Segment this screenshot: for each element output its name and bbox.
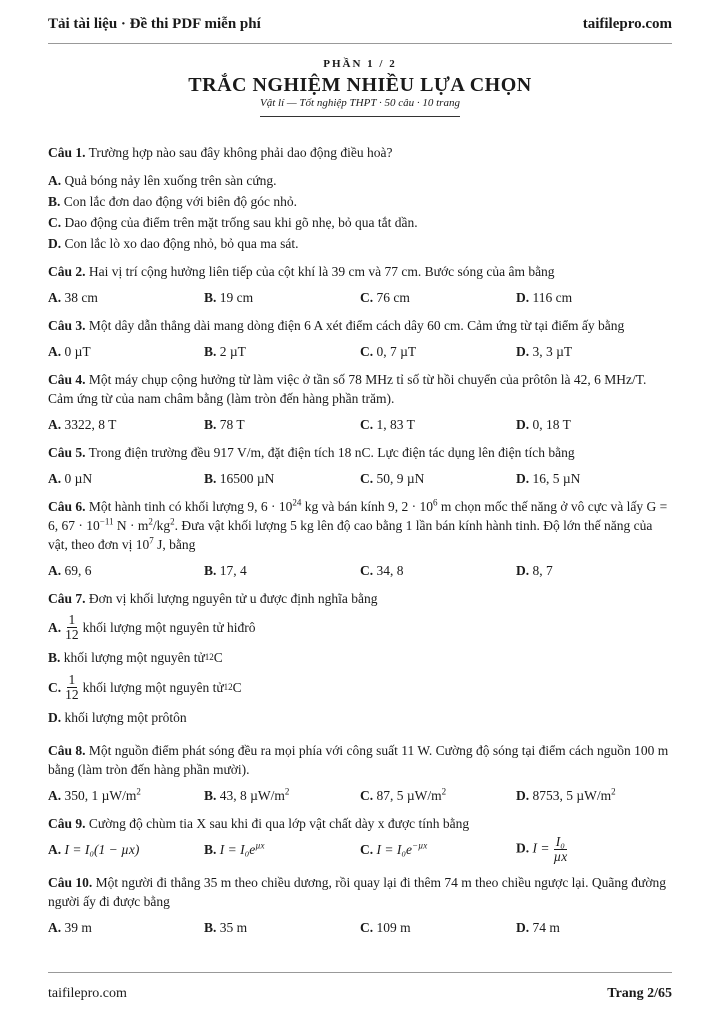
question-number: Câu 9.: [48, 816, 86, 831]
option-c[interactable]: C. Dao động của điểm trên mặt trống sau khi gõ nhẹ, bỏ qua tắt dần.: [48, 215, 418, 230]
option-a[interactable]: A. 69, 6: [48, 563, 92, 578]
question-4: [48, 370, 672, 434]
question-text: Một hành tinh có khối lượng 9, $6 \cdot 10^{24}$ kg và bán kính 9, $2 \cdot 10^6$ m chọn mốc thế năng ở vô cực và lấy G = 6, $67 \cdot 10^{-11}$ $N \cdot m^2/kg^2$. Đưa vật khối lượng 5 kg lên độ cao bằng 1 lần bán kính hành tinh. Độ lớn thế năng của vật, theo đơn vị $10^7$ J, bằng: [48, 497, 668, 552]
question-number: Câu 7.: [48, 591, 86, 606]
question-text: Một máy chụp cộng hưởng từ làm việc ở tần số 78 MHz tỉ số từ hồi chuyển của prôtôn là 42, 6 MHz/T. Cảm ứng từ của nam châm bằng (làm tròn đến hàng phần trăm).: [48, 372, 647, 406]
option-b[interactable]: B. 17, 4: [204, 563, 247, 578]
option-b[interactable]: B. khối lượng một nguyên tử 12 C: [48, 649, 223, 665]
question-number: Câu 2.: [48, 264, 86, 279]
question-text: Trong điện trường đều 917 V/m, đặt điện tích 18 nC. Lực điện tác dụng lên điện tích bằng: [88, 445, 575, 460]
page-header: [48, 12, 672, 36]
footer-site[interactable]: taifilepro.com: [48, 986, 127, 1001]
question-1: [48, 143, 672, 253]
option-a[interactable]: A. I = I₀(1 − µx): [48, 842, 140, 857]
option-d[interactable]: D. Con lắc lò xo dao động nhỏ, bỏ qua ma sát.: [48, 236, 299, 251]
option-b[interactable]: B. 78 T: [204, 417, 245, 432]
option-d[interactable]: D. 8, 7: [516, 563, 553, 578]
option-d[interactable]: D. 74 m: [516, 920, 560, 935]
option-a[interactable]: A. 39 m: [48, 920, 92, 935]
question-number: Câu 1.: [48, 145, 86, 160]
option-b[interactable]: B. $I = I_0e^{\mu x}$: [204, 840, 265, 857]
question-text: Đơn vị khối lượng nguyên tử u được định nghĩa bằng: [88, 591, 378, 606]
option-d[interactable]: D. I = $\frac{\text{I₀}}{\text{µx}}$: [516, 834, 568, 864]
option-b[interactable]: B. 19 cm: [204, 290, 254, 305]
header-site[interactable]: taifilepro.com: [582, 15, 672, 32]
option-a[interactable]: A. Quả bóng nảy lên xuống trên sàn cứng.: [48, 173, 277, 188]
option-c[interactable]: C. 87, 5 $\mu W/m^2$: [360, 786, 447, 803]
option-b[interactable]: B. Con lắc đơn dao động với biên độ góc nhỏ.: [48, 194, 298, 209]
header-title: Tải tài liệu · Đề thi PDF miễn phí: [48, 15, 261, 32]
option-b[interactable]: B. 43, 8 $\mu W/m^2$: [204, 786, 290, 803]
question-text: Trường hợp nào sau đây không phải dao động điều hoà?: [88, 145, 393, 160]
option-d[interactable]: D. 0, 18 T: [516, 417, 571, 432]
part-label: PHẦN 1 / 2: [323, 58, 397, 70]
fraction-one-twelfth: $\frac{1}{12}$: [65, 611, 79, 642]
question-2: [48, 262, 672, 307]
option-c[interactable]: C. $\frac{1}{12}$ khối lượng một nguyên tử 12 C: [48, 671, 242, 702]
option-b[interactable]: B. 35 m: [204, 920, 248, 935]
option-d[interactable]: D. 16, 5 µN: [516, 471, 581, 486]
question-8: [48, 741, 672, 805]
option-a[interactable]: A. 38 cm: [48, 290, 98, 305]
option-c[interactable]: C. 34, 8: [360, 563, 404, 578]
option-a[interactable]: A. $\frac{1}{12}$ khối lượng một nguyên tử hiđrô: [48, 611, 256, 642]
question-5: [48, 443, 672, 488]
question-6: [48, 497, 672, 580]
question-number: Câu 4.: [48, 372, 86, 387]
question-list: [48, 143, 672, 937]
footer-divider: [48, 972, 672, 973]
question-3: [48, 316, 672, 361]
question-number: Câu 5.: [48, 445, 86, 460]
question-text: Cường độ chùm tia X sau khi đi qua lớp vật chất dày x được tính bằng: [88, 816, 470, 831]
question-text: Một dây dẫn thẳng dài mang dòng điện 6 A xét điểm cách dây 60 cm. Cảm ứng từ tại điểm ấy bằng: [88, 318, 625, 333]
question-text: Một người đi thẳng 35 m theo chiều dương, rồi quay lại đi thêm 74 m theo chiều ngược lại. Quãng đường người ấy đi được bằng: [48, 875, 666, 909]
header-divider: [48, 43, 672, 44]
option-d[interactable]: D. 3, 3 µT: [516, 344, 573, 359]
option-b[interactable]: B. 2 µT: [204, 344, 246, 359]
question-7: [48, 589, 672, 732]
option-c[interactable]: C. $I = I_0e^{-\mu x}$: [360, 840, 428, 857]
option-d[interactable]: D. 116 cm: [516, 290, 573, 305]
option-c[interactable]: C. 50, 9 µN: [360, 471, 425, 486]
page-number: Trang 2/65: [607, 986, 672, 1001]
question-number: Câu 10.: [48, 875, 93, 890]
question-text: Một nguồn điểm phát sóng đều ra mọi phía với công suất 11 W. Cường độ sóng tại điểm cách nguồn 100 m bằng (làm tròn đến hàng phần mười).: [48, 743, 669, 777]
question-10: [48, 873, 672, 937]
option-a[interactable]: A. 3322, 8 T: [48, 417, 117, 432]
question-text: Hai vị trí cộng hưởng liên tiếp của cột khí là 39 cm và 77 cm. Bước sóng của âm bằng: [88, 264, 555, 279]
option-c[interactable]: C. 109 m: [360, 920, 411, 935]
title-divider: [260, 116, 460, 117]
option-a[interactable]: A. 0 µT: [48, 344, 91, 359]
question-number: Câu 8.: [48, 743, 86, 758]
page-footer: [48, 986, 672, 1002]
question-9: [48, 814, 672, 864]
question-number: Câu 3.: [48, 318, 86, 333]
fraction-one-twelfth: $\frac{1}{12}$: [65, 671, 79, 702]
option-a[interactable]: A. 350, 1 $\mu W/m^2$: [48, 786, 141, 803]
option-c[interactable]: C. 1, 83 T: [360, 417, 415, 432]
option-b[interactable]: B. 16500 µN: [204, 471, 275, 486]
question-number: Câu 6.: [48, 499, 86, 514]
option-a[interactable]: A. 0 µN: [48, 471, 93, 486]
fraction-i0-over-mux: $\frac{\text{I₀}}{\text{µx}}$: [553, 834, 568, 864]
option-d[interactable]: D. khối lượng một prôtôn: [48, 709, 187, 725]
option-c[interactable]: C. 76 cm: [360, 290, 410, 305]
option-d[interactable]: D. 8753, 5 $\mu W/m^2$: [516, 786, 616, 803]
page-subtitle: Vật lí — Tốt nghiệp THPT · 50 câu · 10 trang: [260, 97, 460, 109]
option-c[interactable]: C. 0, 7 µT: [360, 344, 417, 359]
page-title: TRẮC NGHIỆM NHIỀU LỰA CHỌN: [188, 74, 532, 96]
